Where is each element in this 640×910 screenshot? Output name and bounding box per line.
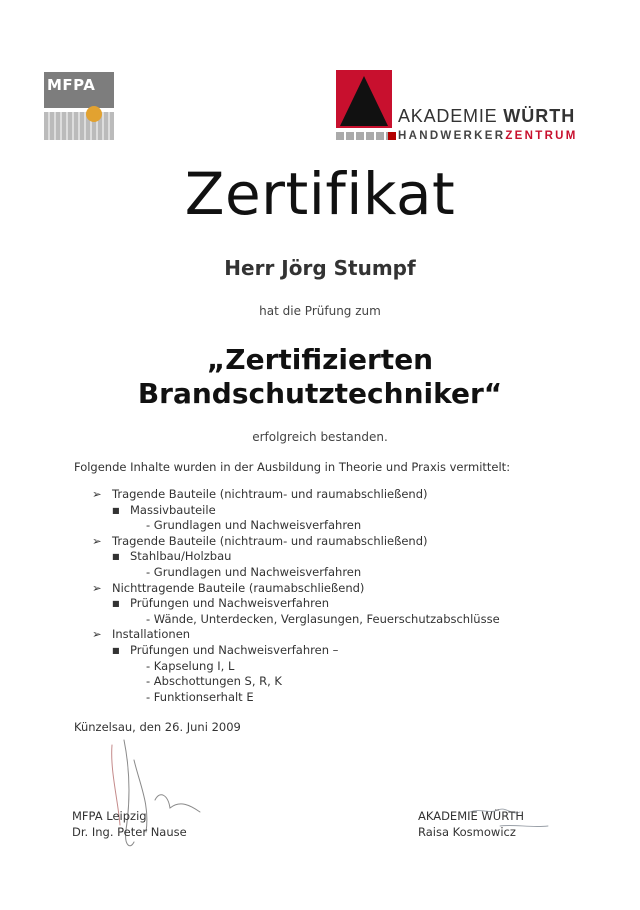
content-item-level3 (92, 659, 500, 675)
training-content-list (92, 487, 500, 705)
passed-line: erfolgreich bestanden. (252, 430, 388, 444)
certification-title (0, 343, 640, 411)
content-item-level3 (92, 674, 500, 690)
arrow-bullet-icon: ➢ (92, 627, 102, 642)
content-item-text: Tragende Bauteile (nichtraum- und raumabschließend) (112, 533, 428, 548)
content-item-text: - Grundlagen und Nachweisverfahren (146, 518, 362, 533)
square-bullet-icon: ■ (112, 552, 120, 562)
square-bullet-icon: ■ (112, 645, 120, 655)
content-item-level3 (92, 518, 500, 534)
certification-title-line1: „Zertifizierten (206, 343, 434, 376)
wuerth-logo-line1: AKADEMIE WÜRTH (398, 106, 576, 126)
content-item-text: Massivbauteile (130, 502, 216, 517)
place-and-date: Künzelsau, den 26. Juni 2009 (74, 720, 241, 734)
content-item-level2 (92, 596, 500, 612)
certificate-heading: Zertifikat (184, 160, 456, 228)
content-item-text: Nichttragende Bauteile (raumabschließend) (112, 580, 365, 595)
content-item-text: Stahlbau/Holzbau (130, 549, 232, 564)
content-item-level1 (92, 487, 500, 503)
arrow-bullet-icon: ➢ (92, 487, 102, 501)
content-item-text: Prüfungen und Nachweisverfahren – (130, 642, 339, 657)
recipient-name: Herr Jörg Stumpf (224, 256, 416, 280)
wuerth-logo-line2: HANDWERKERZENTRUM (398, 130, 578, 142)
signatory-left-name: Dr. Ing. Peter Nause (72, 825, 187, 839)
exam-line: hat die Prüfung zum (259, 304, 381, 318)
wuerth-triangle-icon (336, 70, 392, 128)
arrow-bullet-icon: ➢ (92, 533, 102, 548)
square-bullet-icon: ■ (112, 505, 120, 515)
mfpa-logo (44, 72, 114, 142)
signatory-right-org: AKADEMIE WÜRTH (418, 809, 525, 823)
signatory-right-name: Raisa Kosmowicz (418, 825, 516, 839)
content-item-level3 (92, 690, 500, 706)
signatory-right (418, 808, 524, 840)
content-intro: Folgende Inhalte wurden in der Ausbildung in Theorie und Praxis vermittelt: (74, 460, 511, 474)
content-item-level3 (92, 565, 500, 581)
content-item-level2 (92, 643, 500, 659)
mfpa-logo-text: MFPA (47, 76, 96, 94)
signatory-left (72, 808, 187, 840)
content-item-text: - Abschottungen S, R, K (146, 674, 282, 689)
arrow-bullet-icon: ➢ (92, 580, 102, 595)
content-item-level1 (92, 534, 500, 550)
akademie-wuerth-logo (336, 70, 606, 150)
content-item-text: - Kapselung I, L (146, 658, 235, 673)
content-item-text: Prüfungen und Nachweisverfahren (130, 596, 329, 611)
content-item-text: Installationen (112, 627, 191, 642)
content-item-level1 (92, 627, 500, 643)
square-bullet-icon: ■ (112, 599, 120, 609)
signatory-left-org: MFPA Leipzig (72, 809, 147, 823)
content-item-level1 (92, 581, 500, 597)
content-item-text: Tragende Bauteile (nichtraum- und raumabschließend) (112, 487, 428, 501)
content-item-text: - Grundlagen und Nachweisverfahren (146, 564, 362, 579)
content-item-text: - Funktionserhalt E (146, 689, 254, 704)
content-item-level2 (92, 549, 500, 565)
content-item-text: - Wände, Unterdecken, Verglasungen, Feuerschutzabschlüsse (146, 611, 500, 626)
certification-title-line2: Brandschutztechniker“ (137, 377, 503, 410)
content-item-level2 (92, 503, 500, 519)
content-item-level3 (92, 612, 500, 628)
